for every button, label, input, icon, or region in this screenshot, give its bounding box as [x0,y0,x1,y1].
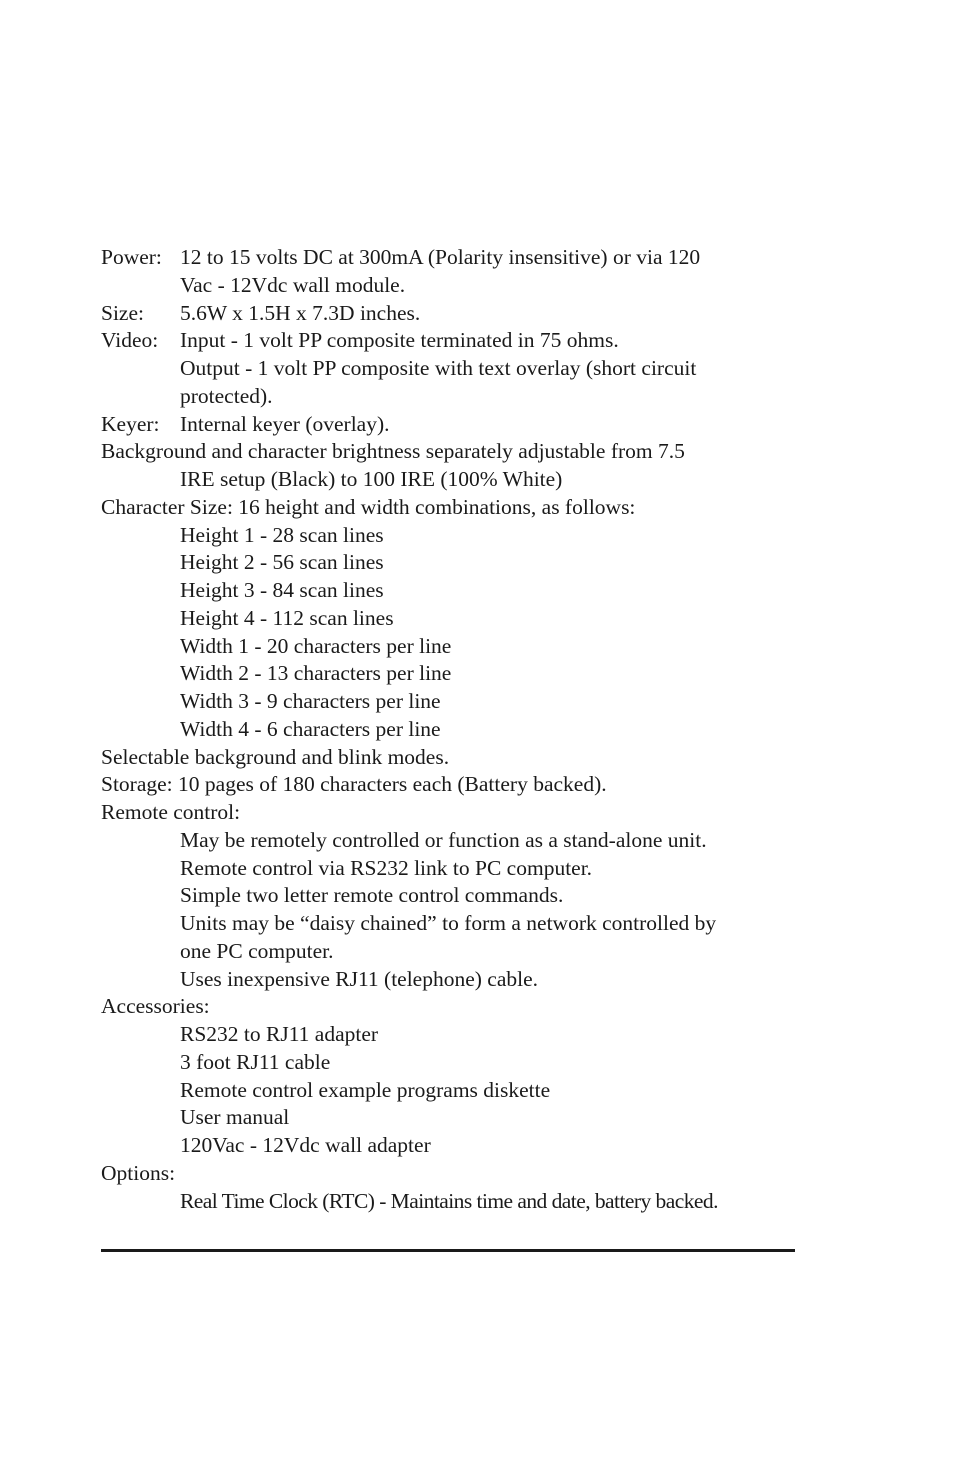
list-item: 3 foot RJ11 cable [180,1049,331,1074]
list-item: Width 4 - 6 characters per line [180,716,441,741]
power-value-cont: Vac - 12Vdc wall module. [180,272,406,297]
video-row [101,327,801,355]
size-label: Size: [101,300,144,325]
list-item: Real Time Clock (RTC) - Maintains time and date, battery backed. [180,1188,718,1213]
char-size-heading: Character Size: 16 height and width combinations, as follows: [101,494,636,519]
list-item: Uses inexpensive RJ11 (telephone) cable. [180,966,539,991]
storage-row: Storage: 10 pages of 180 characters each (Battery backed). [101,772,607,797]
list-item: Width 2 - 13 characters per line [180,661,452,686]
brightness-row: Background and character brightness separately adjustable from 7.5 [101,439,685,464]
video-input: Input - 1 volt PP composite terminated in 75 ohms. [180,328,619,353]
list-item: Remote control via RS232 link to PC computer. [180,855,593,880]
keyer-value: Internal keyer (overlay). [180,411,390,436]
power-label: Power: [101,245,162,269]
accessories-heading: Accessories: [101,994,210,1019]
list-item: Simple two letter remote control commands. [180,883,564,908]
size-row [101,300,801,328]
video-label: Video: [101,328,159,353]
list-item: one PC computer. [180,938,334,963]
list-item: Remote control example programs diskette [180,1077,551,1102]
keyer-label: Keyer: [101,411,160,436]
modes-row: Selectable background and blink modes. [101,744,450,769]
video-output-cont: protected). [180,383,273,408]
list-item: Height 1 - 28 scan lines [180,522,384,547]
list-item: User manual [180,1105,290,1130]
list-item: 120Vac - 12Vdc wall adapter [180,1133,431,1157]
list-item: Units may be “daisy chained” to form a network controlled by [180,911,717,935]
keyer-row [101,411,801,439]
list-item: Height 3 - 84 scan lines [180,578,384,602]
power-row [101,244,801,272]
list-item: Height 4 - 112 scan lines [180,605,394,630]
options-heading: Options: [101,1160,176,1185]
list-item: Height 2 - 56 scan lines [180,550,384,575]
list-item: May be remotely controlled or function as a stand-alone unit. [180,827,707,852]
list-item: RS232 to RJ11 adapter [180,1022,379,1046]
size-value: 5.6W x 1.5H x 7.3D inches. [180,300,421,325]
video-output: Output - 1 volt PP composite with text overlay (short circuit [180,356,697,380]
spec-list [101,244,801,1215]
power-value: 12 to 15 volts DC at 300mA (Polarity insensitive) or via 120 [180,245,701,269]
list-item: Width 1 - 20 characters per line [180,633,452,658]
remote-heading: Remote control: [101,800,241,824]
brightness-row-cont: IRE setup (Black) to 100 IRE (100% White) [180,467,563,491]
horizontal-rule [101,1249,795,1252]
list-item: Width 3 - 9 characters per line [180,689,441,713]
